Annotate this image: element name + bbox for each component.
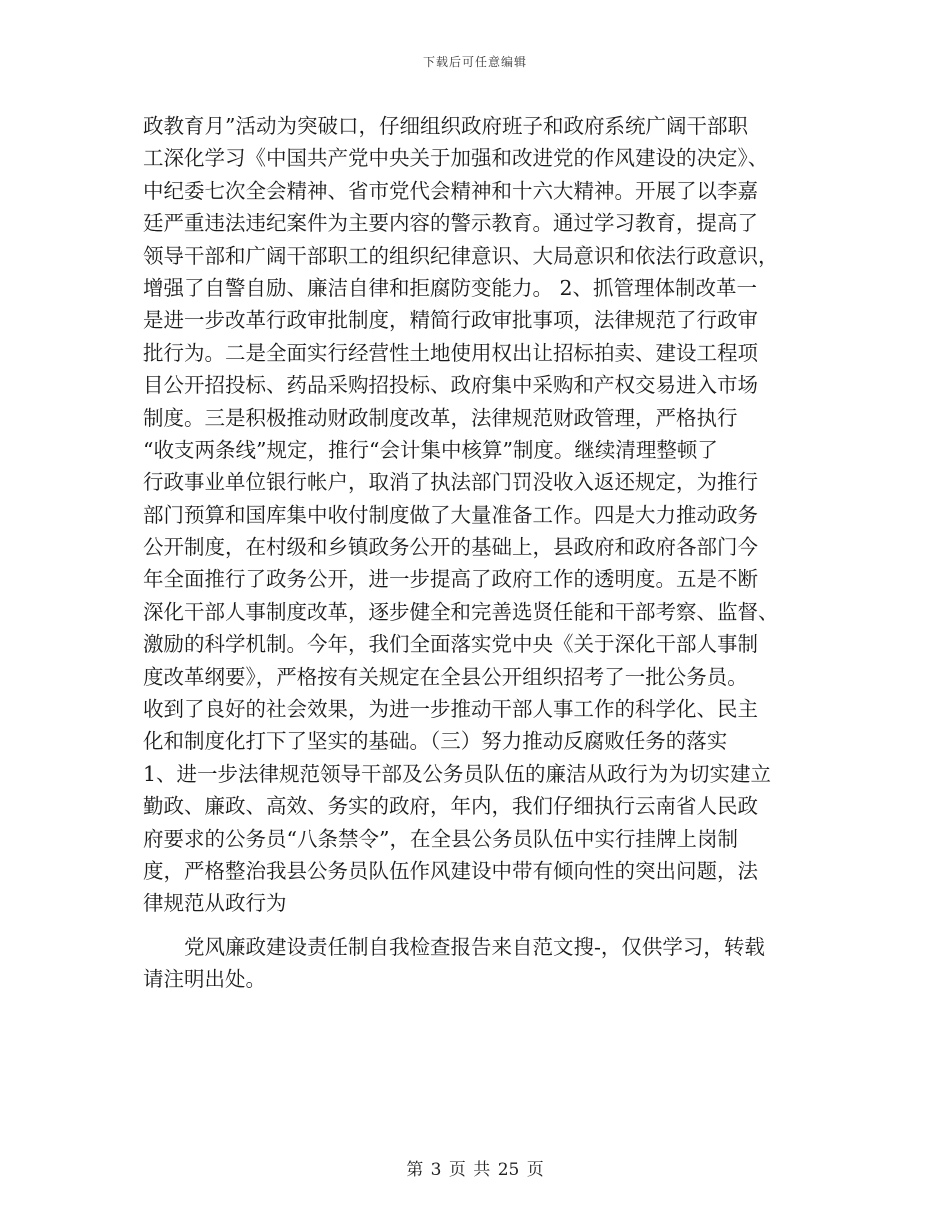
body-line: 深化干部人事制度改革，逐步健全和完善选贤任能和干部考察、监督、 <box>143 599 779 624</box>
body-line: 府要求的公务员“八条禁令”，在全县公务员队伍中实行挂牌上岗制 <box>143 826 738 851</box>
body-line: 度改革纲要》，严格按有关规定在全县公开组织招考了一批公务员。 <box>143 664 748 689</box>
body-line: 律规范从政行为 <box>143 891 287 916</box>
body-line: 行政事业单位银行帐户，取消了执法部门罚没收入返还规定，为推行 <box>143 470 758 495</box>
body-line: 制度。三是积极推动财政制度改革，法律规范财政管理，严格执行 <box>143 405 738 430</box>
body-line: 领导干部和广阔干部职工的组织纪律意识、大局意识和依法行政意识， <box>143 243 779 268</box>
body-line: 廷严重违法违纪案件为主要内容的警示教育。通过学习教育，提高了 <box>143 211 758 236</box>
body-line: 公开制度，在村级和乡镇政务公开的基础上，县政府和政府各部门今 <box>143 535 758 560</box>
body-line: 批行为。二是全面实行经营性土地使用权出让招标拍卖、建设工程项 <box>143 340 758 365</box>
body-line: 勤政、廉政、高效、务实的政府，年内，我们仔细执行云南省人民政 <box>143 794 758 819</box>
page-header: 下载后可任意编辑 <box>422 55 527 69</box>
body-line: 收到了良好的社会效果，为进一步推动干部人事工作的科学化、民主 <box>143 697 758 722</box>
closing-line: 党风廉政建设责任制自我检查报告来自范文搜-，仅供学习，转载 <box>184 934 765 959</box>
body-line: 激励的科学机制。今年，我们全面落实党中央《关于深化干部人事制 <box>143 632 758 657</box>
document-body <box>143 110 808 996</box>
body-line: “收支两条线”规定，推行“会计集中核算”制度。继续清理整顿了 <box>143 437 718 462</box>
body-line: 度，严格整治我县公务员队伍作风建设中带有倾向性的突出问题，法 <box>143 858 758 883</box>
body-line: 工深化学习《中国共产党中央关于加强和改进党的作风建设的决定》、 <box>143 146 769 171</box>
page-number-footer: 第 3 页 共 25 页 <box>406 1160 544 1180</box>
body-line: 目公开招投标、药品采购招投标、政府集中采购和产权交易进入市场 <box>143 373 758 398</box>
body-line: 中纪委七次全会精神、省市党代会精神和十六大精神。开展了以李嘉 <box>143 178 758 203</box>
body-line: 政教育月”活动为突破口，仔细组织政府班子和政府系统广阔干部职 <box>143 114 748 138</box>
body-line: 部门预算和国库集中收付制度做了大量准备工作。四是大力推动政务 <box>143 502 758 527</box>
body-line: 增强了自警自励、廉洁自律和拒腐防变能力。 2、抓管理体制改革一 <box>143 275 758 300</box>
body-line: 1、进一步法律规范领导干部及公务员队伍的廉洁从政行为为切实建立 <box>143 761 772 786</box>
closing-line: 请注明出处。 <box>143 967 266 992</box>
body-line: 年全面推行了政务公开，进一步提高了政府工作的透明度。五是不断 <box>143 567 758 592</box>
body-line: 是进一步改革行政审批制度，精简行政审批事项，法律规范了行政审 <box>143 308 758 333</box>
body-line: 化和制度化打下了坚实的基础。（三）努力推动反腐败任务的落实 <box>143 729 728 754</box>
